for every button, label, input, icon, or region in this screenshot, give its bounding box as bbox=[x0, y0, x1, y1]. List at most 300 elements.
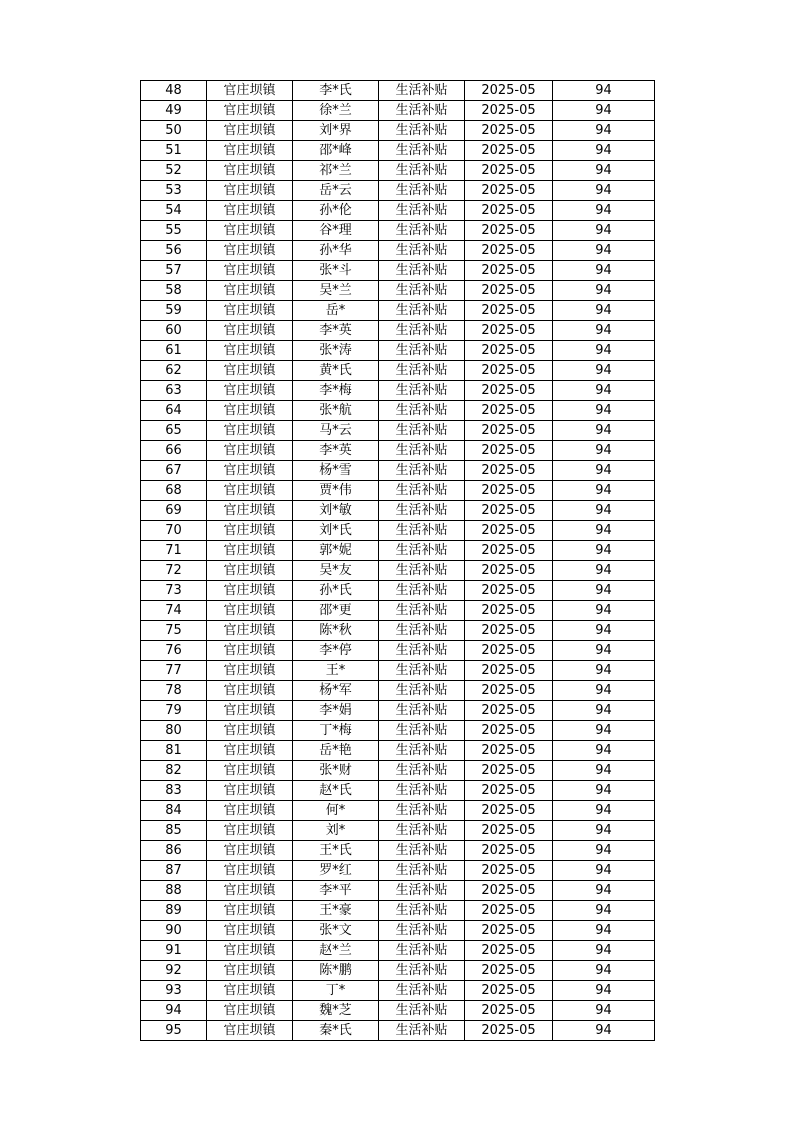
amount-cell: 94 bbox=[553, 601, 655, 621]
month-cell: 2025-05 bbox=[465, 461, 553, 481]
amount-cell: 94 bbox=[553, 701, 655, 721]
table-row bbox=[141, 321, 655, 341]
month-cell: 2025-05 bbox=[465, 581, 553, 601]
amount-cell: 94 bbox=[553, 501, 655, 521]
month-cell: 2025-05 bbox=[465, 661, 553, 681]
month-cell: 2025-05 bbox=[465, 341, 553, 361]
table-row bbox=[141, 121, 655, 141]
table-row bbox=[141, 141, 655, 161]
month-cell: 2025-05 bbox=[465, 681, 553, 701]
row-index-cell: 58 bbox=[141, 281, 207, 301]
amount-cell: 94 bbox=[553, 161, 655, 181]
row-index-cell: 85 bbox=[141, 821, 207, 841]
town-cell: 官庄坝镇 bbox=[207, 681, 293, 701]
table-row bbox=[141, 241, 655, 261]
name-cell: 郭*妮 bbox=[293, 541, 379, 561]
amount-cell: 94 bbox=[553, 461, 655, 481]
town-cell: 官庄坝镇 bbox=[207, 901, 293, 921]
amount-cell: 94 bbox=[553, 361, 655, 381]
name-cell: 岳*艳 bbox=[293, 741, 379, 761]
month-cell: 2025-05 bbox=[465, 221, 553, 241]
table-row bbox=[141, 841, 655, 861]
amount-cell: 94 bbox=[553, 961, 655, 981]
subsidy-type-cell: 生活补贴 bbox=[379, 721, 465, 741]
name-cell: 刘*氏 bbox=[293, 521, 379, 541]
row-index-cell: 79 bbox=[141, 701, 207, 721]
name-cell: 孙*华 bbox=[293, 241, 379, 261]
subsidy-type-cell: 生活补贴 bbox=[379, 421, 465, 441]
table-row bbox=[141, 101, 655, 121]
amount-cell: 94 bbox=[553, 121, 655, 141]
subsidy-type-cell: 生活补贴 bbox=[379, 501, 465, 521]
name-cell: 李*英 bbox=[293, 321, 379, 341]
month-cell: 2025-05 bbox=[465, 201, 553, 221]
row-index-cell: 76 bbox=[141, 641, 207, 661]
town-cell: 官庄坝镇 bbox=[207, 541, 293, 561]
name-cell: 岳* bbox=[293, 301, 379, 321]
table-row bbox=[141, 921, 655, 941]
month-cell: 2025-05 bbox=[465, 741, 553, 761]
town-cell: 官庄坝镇 bbox=[207, 281, 293, 301]
table-row bbox=[141, 901, 655, 921]
name-cell: 张*文 bbox=[293, 921, 379, 941]
town-cell: 官庄坝镇 bbox=[207, 861, 293, 881]
name-cell: 张*涛 bbox=[293, 341, 379, 361]
amount-cell: 94 bbox=[553, 381, 655, 401]
table-row bbox=[141, 641, 655, 661]
row-index-cell: 73 bbox=[141, 581, 207, 601]
town-cell: 官庄坝镇 bbox=[207, 801, 293, 821]
town-cell: 官庄坝镇 bbox=[207, 161, 293, 181]
subsidy-type-cell: 生活补贴 bbox=[379, 621, 465, 641]
amount-cell: 94 bbox=[553, 321, 655, 341]
month-cell: 2025-05 bbox=[465, 941, 553, 961]
subsidy-type-cell: 生活补贴 bbox=[379, 121, 465, 141]
row-index-cell: 57 bbox=[141, 261, 207, 281]
amount-cell: 94 bbox=[553, 981, 655, 1001]
row-index-cell: 62 bbox=[141, 361, 207, 381]
town-cell: 官庄坝镇 bbox=[207, 661, 293, 681]
town-cell: 官庄坝镇 bbox=[207, 81, 293, 101]
row-index-cell: 71 bbox=[141, 541, 207, 561]
name-cell: 黄*氏 bbox=[293, 361, 379, 381]
row-index-cell: 69 bbox=[141, 501, 207, 521]
name-cell: 马*云 bbox=[293, 421, 379, 441]
subsidy-type-cell: 生活补贴 bbox=[379, 961, 465, 981]
name-cell: 何* bbox=[293, 801, 379, 821]
town-cell: 官庄坝镇 bbox=[207, 981, 293, 1001]
table-row bbox=[141, 81, 655, 101]
amount-cell: 94 bbox=[553, 341, 655, 361]
month-cell: 2025-05 bbox=[465, 721, 553, 741]
row-index-cell: 61 bbox=[141, 341, 207, 361]
town-cell: 官庄坝镇 bbox=[207, 481, 293, 501]
month-cell: 2025-05 bbox=[465, 961, 553, 981]
month-cell: 2025-05 bbox=[465, 1001, 553, 1021]
name-cell: 张*斗 bbox=[293, 261, 379, 281]
amount-cell: 94 bbox=[553, 621, 655, 641]
subsidy-type-cell: 生活补贴 bbox=[379, 401, 465, 421]
row-index-cell: 77 bbox=[141, 661, 207, 681]
month-cell: 2025-05 bbox=[465, 761, 553, 781]
table-row bbox=[141, 561, 655, 581]
town-cell: 官庄坝镇 bbox=[207, 601, 293, 621]
amount-cell: 94 bbox=[553, 1021, 655, 1041]
table-row bbox=[141, 621, 655, 641]
subsidy-type-cell: 生活补贴 bbox=[379, 521, 465, 541]
row-index-cell: 94 bbox=[141, 1001, 207, 1021]
name-cell: 张*财 bbox=[293, 761, 379, 781]
table-row bbox=[141, 981, 655, 1001]
table-row bbox=[141, 961, 655, 981]
town-cell: 官庄坝镇 bbox=[207, 521, 293, 541]
row-index-cell: 53 bbox=[141, 181, 207, 201]
month-cell: 2025-05 bbox=[465, 261, 553, 281]
name-cell: 赵*氏 bbox=[293, 781, 379, 801]
name-cell: 李*氏 bbox=[293, 81, 379, 101]
name-cell: 李*停 bbox=[293, 641, 379, 661]
row-index-cell: 75 bbox=[141, 621, 207, 641]
town-cell: 官庄坝镇 bbox=[207, 1001, 293, 1021]
town-cell: 官庄坝镇 bbox=[207, 941, 293, 961]
month-cell: 2025-05 bbox=[465, 121, 553, 141]
table-row bbox=[141, 421, 655, 441]
month-cell: 2025-05 bbox=[465, 321, 553, 341]
name-cell: 李*娟 bbox=[293, 701, 379, 721]
town-cell: 官庄坝镇 bbox=[207, 641, 293, 661]
month-cell: 2025-05 bbox=[465, 781, 553, 801]
amount-cell: 94 bbox=[553, 221, 655, 241]
month-cell: 2025-05 bbox=[465, 601, 553, 621]
month-cell: 2025-05 bbox=[465, 161, 553, 181]
table-row bbox=[141, 521, 655, 541]
name-cell: 罗*红 bbox=[293, 861, 379, 881]
name-cell: 岳*云 bbox=[293, 181, 379, 201]
row-index-cell: 49 bbox=[141, 101, 207, 121]
row-index-cell: 60 bbox=[141, 321, 207, 341]
amount-cell: 94 bbox=[553, 781, 655, 801]
table-row bbox=[141, 1001, 655, 1021]
table-row bbox=[141, 161, 655, 181]
name-cell: 邵*更 bbox=[293, 601, 379, 621]
month-cell: 2025-05 bbox=[465, 641, 553, 661]
amount-cell: 94 bbox=[553, 101, 655, 121]
name-cell: 王*氏 bbox=[293, 841, 379, 861]
table-body bbox=[141, 81, 655, 1041]
subsidy-type-cell: 生活补贴 bbox=[379, 301, 465, 321]
town-cell: 官庄坝镇 bbox=[207, 961, 293, 981]
name-cell: 魏*芝 bbox=[293, 1001, 379, 1021]
row-index-cell: 56 bbox=[141, 241, 207, 261]
town-cell: 官庄坝镇 bbox=[207, 501, 293, 521]
row-index-cell: 84 bbox=[141, 801, 207, 821]
amount-cell: 94 bbox=[553, 801, 655, 821]
table-row bbox=[141, 1021, 655, 1041]
amount-cell: 94 bbox=[553, 941, 655, 961]
name-cell: 谷*理 bbox=[293, 221, 379, 241]
name-cell: 李*梅 bbox=[293, 381, 379, 401]
amount-cell: 94 bbox=[553, 861, 655, 881]
month-cell: 2025-05 bbox=[465, 861, 553, 881]
table-row bbox=[141, 201, 655, 221]
month-cell: 2025-05 bbox=[465, 401, 553, 421]
month-cell: 2025-05 bbox=[465, 241, 553, 261]
town-cell: 官庄坝镇 bbox=[207, 341, 293, 361]
month-cell: 2025-05 bbox=[465, 981, 553, 1001]
table-row bbox=[141, 781, 655, 801]
table-row bbox=[141, 861, 655, 881]
subsidy-type-cell: 生活补贴 bbox=[379, 561, 465, 581]
table-row bbox=[141, 881, 655, 901]
subsidy-type-cell: 生活补贴 bbox=[379, 741, 465, 761]
name-cell: 刘*界 bbox=[293, 121, 379, 141]
name-cell: 丁* bbox=[293, 981, 379, 1001]
subsidy-type-cell: 生活补贴 bbox=[379, 441, 465, 461]
amount-cell: 94 bbox=[553, 441, 655, 461]
town-cell: 官庄坝镇 bbox=[207, 561, 293, 581]
table-row bbox=[141, 401, 655, 421]
table-row bbox=[141, 221, 655, 241]
name-cell: 杨*雪 bbox=[293, 461, 379, 481]
month-cell: 2025-05 bbox=[465, 101, 553, 121]
table-row bbox=[141, 181, 655, 201]
row-index-cell: 67 bbox=[141, 461, 207, 481]
row-index-cell: 70 bbox=[141, 521, 207, 541]
table-row bbox=[141, 801, 655, 821]
subsidy-type-cell: 生活补贴 bbox=[379, 241, 465, 261]
amount-cell: 94 bbox=[553, 921, 655, 941]
town-cell: 官庄坝镇 bbox=[207, 821, 293, 841]
amount-cell: 94 bbox=[553, 741, 655, 761]
amount-cell: 94 bbox=[553, 581, 655, 601]
subsidy-type-cell: 生活补贴 bbox=[379, 141, 465, 161]
town-cell: 官庄坝镇 bbox=[207, 441, 293, 461]
row-index-cell: 87 bbox=[141, 861, 207, 881]
subsidy-type-cell: 生活补贴 bbox=[379, 101, 465, 121]
amount-cell: 94 bbox=[553, 901, 655, 921]
name-cell: 刘*敏 bbox=[293, 501, 379, 521]
name-cell: 邵*峰 bbox=[293, 141, 379, 161]
amount-cell: 94 bbox=[553, 841, 655, 861]
name-cell: 李*英 bbox=[293, 441, 379, 461]
subsidy-type-cell: 生活补贴 bbox=[379, 481, 465, 501]
subsidy-type-cell: 生活补贴 bbox=[379, 641, 465, 661]
table-row bbox=[141, 541, 655, 561]
subsidy-type-cell: 生活补贴 bbox=[379, 1001, 465, 1021]
row-index-cell: 51 bbox=[141, 141, 207, 161]
name-cell: 赵*兰 bbox=[293, 941, 379, 961]
amount-cell: 94 bbox=[553, 641, 655, 661]
table-row bbox=[141, 681, 655, 701]
amount-cell: 94 bbox=[553, 821, 655, 841]
row-index-cell: 82 bbox=[141, 761, 207, 781]
town-cell: 官庄坝镇 bbox=[207, 761, 293, 781]
table-row bbox=[141, 821, 655, 841]
amount-cell: 94 bbox=[553, 241, 655, 261]
table-row bbox=[141, 261, 655, 281]
row-index-cell: 50 bbox=[141, 121, 207, 141]
subsidy-type-cell: 生活补贴 bbox=[379, 941, 465, 961]
town-cell: 官庄坝镇 bbox=[207, 421, 293, 441]
subsidy-type-cell: 生活补贴 bbox=[379, 181, 465, 201]
row-index-cell: 63 bbox=[141, 381, 207, 401]
table-row bbox=[141, 361, 655, 381]
table-row bbox=[141, 581, 655, 601]
name-cell: 王*豪 bbox=[293, 901, 379, 921]
amount-cell: 94 bbox=[553, 201, 655, 221]
town-cell: 官庄坝镇 bbox=[207, 381, 293, 401]
town-cell: 官庄坝镇 bbox=[207, 721, 293, 741]
town-cell: 官庄坝镇 bbox=[207, 181, 293, 201]
row-index-cell: 64 bbox=[141, 401, 207, 421]
subsidy-type-cell: 生活补贴 bbox=[379, 81, 465, 101]
row-index-cell: 89 bbox=[141, 901, 207, 921]
town-cell: 官庄坝镇 bbox=[207, 221, 293, 241]
subsidy-type-cell: 生活补贴 bbox=[379, 1021, 465, 1041]
subsidy-type-cell: 生活补贴 bbox=[379, 601, 465, 621]
town-cell: 官庄坝镇 bbox=[207, 701, 293, 721]
amount-cell: 94 bbox=[553, 521, 655, 541]
row-index-cell: 74 bbox=[141, 601, 207, 621]
table-row bbox=[141, 721, 655, 741]
row-index-cell: 91 bbox=[141, 941, 207, 961]
table-row bbox=[141, 761, 655, 781]
name-cell: 丁*梅 bbox=[293, 721, 379, 741]
town-cell: 官庄坝镇 bbox=[207, 121, 293, 141]
table-row bbox=[141, 741, 655, 761]
name-cell: 陈*鹏 bbox=[293, 961, 379, 981]
month-cell: 2025-05 bbox=[465, 281, 553, 301]
town-cell: 官庄坝镇 bbox=[207, 241, 293, 261]
month-cell: 2025-05 bbox=[465, 441, 553, 461]
town-cell: 官庄坝镇 bbox=[207, 401, 293, 421]
table-row bbox=[141, 341, 655, 361]
row-index-cell: 59 bbox=[141, 301, 207, 321]
town-cell: 官庄坝镇 bbox=[207, 101, 293, 121]
row-index-cell: 83 bbox=[141, 781, 207, 801]
name-cell: 吴*友 bbox=[293, 561, 379, 581]
amount-cell: 94 bbox=[553, 301, 655, 321]
month-cell: 2025-05 bbox=[465, 701, 553, 721]
amount-cell: 94 bbox=[553, 481, 655, 501]
month-cell: 2025-05 bbox=[465, 801, 553, 821]
subsidy-type-cell: 生活补贴 bbox=[379, 661, 465, 681]
row-index-cell: 95 bbox=[141, 1021, 207, 1041]
month-cell: 2025-05 bbox=[465, 141, 553, 161]
month-cell: 2025-05 bbox=[465, 481, 553, 501]
table-row bbox=[141, 281, 655, 301]
month-cell: 2025-05 bbox=[465, 521, 553, 541]
amount-cell: 94 bbox=[553, 1001, 655, 1021]
row-index-cell: 81 bbox=[141, 741, 207, 761]
row-index-cell: 48 bbox=[141, 81, 207, 101]
month-cell: 2025-05 bbox=[465, 621, 553, 641]
town-cell: 官庄坝镇 bbox=[207, 921, 293, 941]
town-cell: 官庄坝镇 bbox=[207, 201, 293, 221]
subsidy-type-cell: 生活补贴 bbox=[379, 581, 465, 601]
town-cell: 官庄坝镇 bbox=[207, 461, 293, 481]
name-cell: 李*平 bbox=[293, 881, 379, 901]
subsidy-type-cell: 生活补贴 bbox=[379, 921, 465, 941]
subsidy-type-cell: 生活补贴 bbox=[379, 781, 465, 801]
subsidy-type-cell: 生活补贴 bbox=[379, 861, 465, 881]
name-cell: 陈*秋 bbox=[293, 621, 379, 641]
town-cell: 官庄坝镇 bbox=[207, 141, 293, 161]
town-cell: 官庄坝镇 bbox=[207, 361, 293, 381]
subsidy-type-cell: 生活补贴 bbox=[379, 701, 465, 721]
town-cell: 官庄坝镇 bbox=[207, 881, 293, 901]
row-index-cell: 92 bbox=[141, 961, 207, 981]
amount-cell: 94 bbox=[553, 681, 655, 701]
name-cell: 孙*伦 bbox=[293, 201, 379, 221]
amount-cell: 94 bbox=[553, 721, 655, 741]
amount-cell: 94 bbox=[553, 561, 655, 581]
name-cell: 刘* bbox=[293, 821, 379, 841]
subsidy-type-cell: 生活补贴 bbox=[379, 821, 465, 841]
name-cell: 吴*兰 bbox=[293, 281, 379, 301]
subsidy-type-cell: 生活补贴 bbox=[379, 361, 465, 381]
name-cell: 张*航 bbox=[293, 401, 379, 421]
amount-cell: 94 bbox=[553, 141, 655, 161]
row-index-cell: 66 bbox=[141, 441, 207, 461]
row-index-cell: 72 bbox=[141, 561, 207, 581]
subsidy-type-cell: 生活补贴 bbox=[379, 881, 465, 901]
month-cell: 2025-05 bbox=[465, 921, 553, 941]
subsidy-type-cell: 生活补贴 bbox=[379, 381, 465, 401]
month-cell: 2025-05 bbox=[465, 301, 553, 321]
month-cell: 2025-05 bbox=[465, 821, 553, 841]
row-index-cell: 80 bbox=[141, 721, 207, 741]
month-cell: 2025-05 bbox=[465, 361, 553, 381]
town-cell: 官庄坝镇 bbox=[207, 781, 293, 801]
amount-cell: 94 bbox=[553, 181, 655, 201]
table-row bbox=[141, 501, 655, 521]
row-index-cell: 68 bbox=[141, 481, 207, 501]
month-cell: 2025-05 bbox=[465, 841, 553, 861]
subsidy-type-cell: 生活补贴 bbox=[379, 461, 465, 481]
month-cell: 2025-05 bbox=[465, 81, 553, 101]
amount-cell: 94 bbox=[553, 401, 655, 421]
subsidy-type-cell: 生活补贴 bbox=[379, 801, 465, 821]
subsidy-table bbox=[140, 80, 655, 1041]
month-cell: 2025-05 bbox=[465, 501, 553, 521]
subsidy-type-cell: 生活补贴 bbox=[379, 161, 465, 181]
table-row bbox=[141, 441, 655, 461]
subsidy-type-cell: 生活补贴 bbox=[379, 321, 465, 341]
row-index-cell: 55 bbox=[141, 221, 207, 241]
month-cell: 2025-05 bbox=[465, 901, 553, 921]
row-index-cell: 88 bbox=[141, 881, 207, 901]
row-index-cell: 54 bbox=[141, 201, 207, 221]
name-cell: 秦*氏 bbox=[293, 1021, 379, 1041]
subsidy-type-cell: 生活补贴 bbox=[379, 761, 465, 781]
row-index-cell: 65 bbox=[141, 421, 207, 441]
name-cell: 贾*伟 bbox=[293, 481, 379, 501]
amount-cell: 94 bbox=[553, 81, 655, 101]
table-row bbox=[141, 381, 655, 401]
name-cell: 祁*兰 bbox=[293, 161, 379, 181]
subsidy-type-cell: 生活补贴 bbox=[379, 541, 465, 561]
month-cell: 2025-05 bbox=[465, 381, 553, 401]
table-row bbox=[141, 461, 655, 481]
town-cell: 官庄坝镇 bbox=[207, 741, 293, 761]
amount-cell: 94 bbox=[553, 661, 655, 681]
name-cell: 王* bbox=[293, 661, 379, 681]
name-cell: 徐*兰 bbox=[293, 101, 379, 121]
subsidy-type-cell: 生活补贴 bbox=[379, 221, 465, 241]
subsidy-type-cell: 生活补贴 bbox=[379, 841, 465, 861]
row-index-cell: 90 bbox=[141, 921, 207, 941]
